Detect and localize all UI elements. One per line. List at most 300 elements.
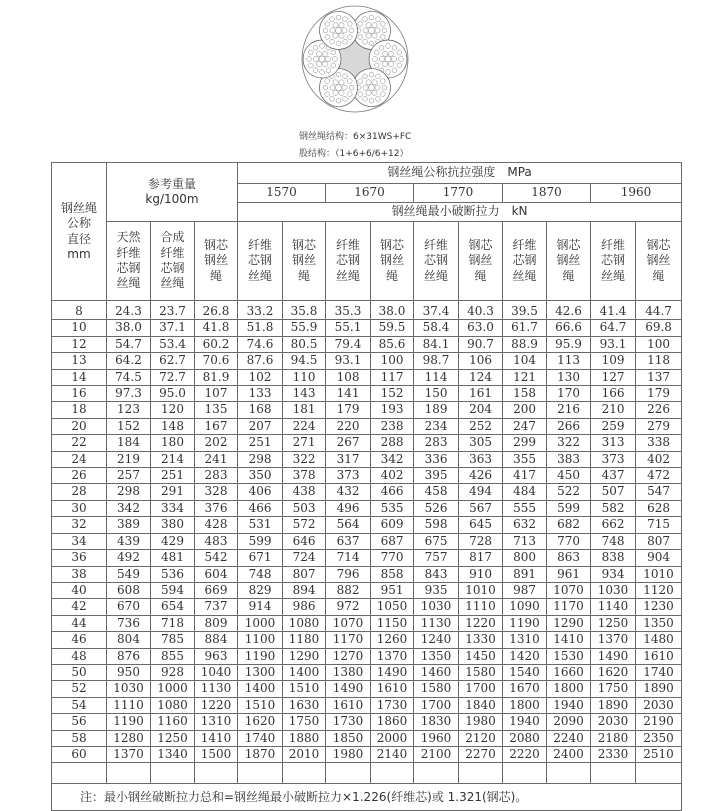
value-cell: 234 (414, 418, 459, 434)
value-cell: 1030 (107, 681, 151, 697)
value-cell: 2000 (371, 730, 414, 746)
value-cell: 1620 (591, 664, 636, 680)
diameter-cell: 44 (52, 615, 107, 631)
diameter-cell: 34 (52, 533, 107, 549)
value-cell: 168 (238, 402, 283, 418)
value-cell: 481 (151, 550, 195, 566)
value-cell: 373 (591, 451, 636, 467)
value-cell: 662 (591, 517, 636, 533)
table-row (52, 566, 682, 582)
spacer-cell (547, 763, 591, 784)
value-cell: 60.2 (195, 336, 238, 352)
value-cell: 123 (107, 402, 151, 418)
value-cell: 1370 (371, 648, 414, 664)
value-cell: 383 (547, 451, 591, 467)
value-cell: 507 (591, 484, 636, 500)
value-cell: 137 (636, 369, 682, 385)
value-cell: 180 (151, 435, 195, 451)
value-cell: 210 (591, 402, 636, 418)
value-cell: 200 (503, 402, 547, 418)
value-cell: 2180 (591, 730, 636, 746)
value-cell: 1960 (414, 730, 459, 746)
value-cell: 355 (503, 451, 547, 467)
value-cell: 342 (371, 451, 414, 467)
table-row (52, 517, 682, 533)
value-cell: 100 (636, 336, 682, 352)
value-cell: 817 (459, 550, 503, 566)
diameter-cell: 50 (52, 664, 107, 680)
value-cell: 1630 (283, 697, 326, 713)
diameter-cell: 32 (52, 517, 107, 533)
value-cell: 299 (503, 435, 547, 451)
value-cell: 484 (503, 484, 547, 500)
value-cell: 429 (151, 533, 195, 549)
diameter-cell: 36 (52, 550, 107, 566)
value-cell: 934 (591, 566, 636, 582)
value-cell: 402 (636, 451, 682, 467)
synthetic-fiber-core-header: 合成 纤维 芯钢 丝绳 (151, 222, 195, 301)
value-cell: 1490 (591, 648, 636, 664)
value-cell: 715 (636, 517, 682, 533)
spacer-cell (107, 763, 151, 784)
value-cell: 288 (371, 435, 414, 451)
value-cell: 338 (636, 435, 682, 451)
value-cell: 535 (371, 500, 414, 516)
value-cell: 1610 (371, 681, 414, 697)
diameter-cell: 12 (52, 336, 107, 352)
diameter-cell: 16 (52, 386, 107, 402)
diameter-cell: 48 (52, 648, 107, 664)
value-cell: 251 (238, 435, 283, 451)
value-cell: 342 (107, 500, 151, 516)
value-cell: 1420 (503, 648, 547, 664)
table-row (52, 648, 682, 664)
table-row (52, 386, 682, 402)
value-cell: 85.6 (371, 336, 414, 352)
table-row (52, 615, 682, 631)
value-cell: 241 (195, 451, 238, 467)
value-cell: 1190 (107, 714, 151, 730)
table-row (52, 500, 682, 516)
value-cell: 503 (283, 500, 326, 516)
value-cell: 298 (107, 484, 151, 500)
fiber-core-force-header: 纤维 芯钢 丝绳 (238, 222, 283, 301)
value-cell: 1070 (326, 615, 371, 631)
value-cell: 80.5 (283, 336, 326, 352)
value-cell: 23.7 (151, 301, 195, 320)
value-cell: 1660 (547, 664, 591, 680)
value-cell: 161 (459, 386, 503, 402)
fiber-core-force-header: 纤维 芯钢 丝绳 (503, 222, 547, 301)
value-cell: 395 (414, 468, 459, 484)
table-row (52, 484, 682, 500)
value-cell: 1460 (414, 664, 459, 680)
value-cell: 1490 (371, 664, 414, 680)
value-cell: 72.7 (151, 369, 195, 385)
value-cell: 1730 (326, 714, 371, 730)
table-row (52, 402, 682, 418)
diameter-cell: 28 (52, 484, 107, 500)
value-cell: 555 (503, 500, 547, 516)
value-cell: 1740 (238, 730, 283, 746)
value-cell: 654 (151, 599, 195, 615)
value-cell: 1980 (326, 746, 371, 762)
value-cell: 564 (326, 517, 371, 533)
value-cell: 193 (371, 402, 414, 418)
value-cell: 1370 (591, 632, 636, 648)
value-cell: 53.4 (151, 336, 195, 352)
value-cell: 599 (547, 500, 591, 516)
value-cell: 2190 (636, 714, 682, 730)
strand-structure-caption: 股结构：（1+6+6/6+12） (299, 149, 409, 159)
table-row (52, 451, 682, 467)
value-cell: 1350 (414, 648, 459, 664)
value-cell: 1840 (459, 697, 503, 713)
table-row (52, 301, 682, 320)
value-cell: 214 (151, 451, 195, 467)
wire-rope-cross-section-diagram (300, 2, 410, 117)
value-cell: 55.9 (283, 320, 326, 336)
value-cell: 376 (195, 500, 238, 516)
table-row (52, 714, 682, 730)
value-cell: 204 (459, 402, 503, 418)
value-cell: 267 (326, 435, 371, 451)
value-cell: 437 (591, 468, 636, 484)
value-cell: 38.0 (107, 320, 151, 336)
value-cell: 121 (503, 369, 547, 385)
value-cell: 492 (107, 550, 151, 566)
value-cell: 1080 (151, 697, 195, 713)
value-cell: 110 (283, 369, 326, 385)
value-cell: 1120 (636, 582, 682, 598)
spacer-cell (591, 763, 636, 784)
value-cell: 2030 (636, 697, 682, 713)
spacer-cell (326, 763, 371, 784)
value-cell: 1040 (195, 664, 238, 680)
value-cell: 1180 (283, 632, 326, 648)
value-cell: 2330 (591, 746, 636, 762)
value-cell: 2270 (459, 746, 503, 762)
value-cell: 438 (283, 484, 326, 500)
value-cell: 24.3 (107, 301, 151, 320)
value-cell: 1400 (238, 681, 283, 697)
table-row (52, 632, 682, 648)
value-cell: 266 (547, 418, 591, 434)
value-cell: 42.6 (547, 301, 591, 320)
value-cell: 402 (371, 468, 414, 484)
value-cell: 598 (414, 517, 459, 533)
value-cell: 143 (283, 386, 326, 402)
value-cell: 2220 (503, 746, 547, 762)
value-cell: 2240 (547, 730, 591, 746)
value-cell: 44.7 (636, 301, 682, 320)
value-cell: 1070 (547, 582, 591, 598)
value-cell: 609 (371, 517, 414, 533)
value-cell: 718 (151, 615, 195, 631)
fiber-core-force-header: 纤维 芯钢 丝绳 (326, 222, 371, 301)
value-cell: 2030 (591, 714, 636, 730)
table-row (52, 697, 682, 713)
value-cell: 93.1 (591, 336, 636, 352)
value-cell: 1010 (459, 582, 503, 598)
value-cell: 1730 (371, 697, 414, 713)
table-row (52, 468, 682, 484)
value-cell: 363 (459, 451, 503, 467)
value-cell: 1890 (636, 681, 682, 697)
value-cell: 748 (238, 566, 283, 582)
value-cell: 179 (326, 402, 371, 418)
value-cell: 713 (503, 533, 547, 549)
diameter-cell: 58 (52, 730, 107, 746)
value-cell: 466 (238, 500, 283, 516)
value-cell: 961 (547, 566, 591, 582)
value-cell: 41.4 (591, 301, 636, 320)
value-cell: 1290 (283, 648, 326, 664)
value-cell: 737 (195, 599, 238, 615)
value-cell: 843 (414, 566, 459, 582)
value-cell: 247 (503, 418, 547, 434)
value-cell: 95.0 (151, 386, 195, 402)
table-row (52, 336, 682, 352)
value-cell: 748 (591, 533, 636, 549)
value-cell: 1160 (151, 714, 195, 730)
value-cell: 1080 (283, 615, 326, 631)
value-cell: 317 (326, 451, 371, 467)
value-cell: 757 (414, 550, 459, 566)
value-cell: 807 (636, 533, 682, 549)
value-cell: 378 (283, 468, 326, 484)
footnote: 注：最小钢丝破断拉力总和=钢丝绳最小破断拉力×1.226(纤维芯)或 1.321(钢芯)。 (52, 784, 682, 811)
value-cell: 380 (151, 517, 195, 533)
value-cell: 891 (503, 566, 547, 582)
value-cell: 542 (195, 550, 238, 566)
value-cell: 141 (326, 386, 371, 402)
value-cell: 350 (238, 468, 283, 484)
value-cell: 104 (503, 353, 547, 369)
value-cell: 108 (326, 369, 371, 385)
grade-1770: 1770 (414, 184, 503, 203)
value-cell: 1000 (151, 681, 195, 697)
value-cell: 1700 (414, 697, 459, 713)
diameter-cell: 10 (52, 320, 107, 336)
table-row (52, 369, 682, 385)
value-cell: 33.2 (238, 301, 283, 320)
value-cell: 1010 (636, 566, 682, 582)
value-cell: 39.5 (503, 301, 547, 320)
value-cell: 406 (238, 484, 283, 500)
value-cell: 90.7 (459, 336, 503, 352)
diameter-cell: 22 (52, 435, 107, 451)
value-cell: 1350 (636, 615, 682, 631)
value-cell: 1170 (547, 599, 591, 615)
value-cell: 114 (414, 369, 459, 385)
steel-core-header: 钢芯 钢丝 绳 (195, 222, 238, 301)
table-row (52, 435, 682, 451)
value-cell: 428 (195, 517, 238, 533)
value-cell: 682 (547, 517, 591, 533)
value-cell: 170 (547, 386, 591, 402)
value-cell: 189 (414, 402, 459, 418)
value-cell: 2120 (459, 730, 503, 746)
value-cell: 1750 (591, 681, 636, 697)
value-cell: 219 (107, 451, 151, 467)
fiber-core-force-header: 纤维 芯钢 丝绳 (591, 222, 636, 301)
value-cell: 81.9 (195, 369, 238, 385)
value-cell: 1890 (591, 697, 636, 713)
value-cell: 1980 (459, 714, 503, 730)
value-cell: 628 (636, 500, 682, 516)
value-cell: 336 (414, 451, 459, 467)
value-cell: 135 (195, 402, 238, 418)
value-cell: 567 (459, 500, 503, 516)
value-cell: 291 (151, 484, 195, 500)
value-cell: 1380 (326, 664, 371, 680)
value-cell: 2010 (283, 746, 326, 762)
value-cell: 450 (547, 468, 591, 484)
diameter-cell: 42 (52, 599, 107, 615)
spacer-cell (52, 763, 107, 784)
value-cell: 257 (107, 468, 151, 484)
value-cell: 38.0 (371, 301, 414, 320)
diameter-cell: 26 (52, 468, 107, 484)
value-cell: 79.4 (326, 336, 371, 352)
value-cell: 167 (195, 418, 238, 434)
diameter-cell: 40 (52, 582, 107, 598)
value-cell: 69.8 (636, 320, 682, 336)
value-cell: 2350 (636, 730, 682, 746)
value-cell: 1580 (414, 681, 459, 697)
value-cell: 904 (636, 550, 682, 566)
value-cell: 632 (503, 517, 547, 533)
value-cell: 63.0 (459, 320, 503, 336)
value-cell: 1000 (238, 615, 283, 631)
value-cell: 252 (459, 418, 503, 434)
value-cell: 483 (195, 533, 238, 549)
value-cell: 809 (195, 615, 238, 631)
structure-caption: 钢丝绳结构：6×31WS+FC (299, 132, 412, 142)
strand-icon (320, 11, 358, 49)
value-cell: 1530 (547, 648, 591, 664)
value-cell: 1580 (459, 664, 503, 680)
value-cell: 439 (107, 533, 151, 549)
value-cell: 882 (326, 582, 371, 598)
value-cell: 910 (459, 566, 503, 582)
value-cell: 1280 (107, 730, 151, 746)
value-cell: 202 (195, 435, 238, 451)
value-cell: 1490 (326, 681, 371, 697)
value-cell: 1220 (459, 615, 503, 631)
value-cell: 100 (371, 353, 414, 369)
value-cell: 271 (283, 435, 326, 451)
value-cell: 328 (195, 484, 238, 500)
value-cell: 127 (591, 369, 636, 385)
spacer-cell (238, 763, 283, 784)
value-cell: 2140 (371, 746, 414, 762)
value-cell: 526 (414, 500, 459, 516)
value-cell: 458 (414, 484, 459, 500)
diameter-cell: 13 (52, 353, 107, 369)
value-cell: 884 (195, 632, 238, 648)
value-cell: 322 (547, 435, 591, 451)
value-cell: 35.3 (326, 301, 371, 320)
value-cell: 207 (238, 418, 283, 434)
value-cell: 1940 (547, 697, 591, 713)
value-cell: 2100 (414, 746, 459, 762)
value-cell: 373 (326, 468, 371, 484)
value-cell: 1610 (326, 697, 371, 713)
value-cell: 1880 (283, 730, 326, 746)
value-cell: 133 (238, 386, 283, 402)
value-cell: 1030 (414, 599, 459, 615)
value-cell: 120 (151, 402, 195, 418)
value-cell: 238 (371, 418, 414, 434)
value-cell: 184 (107, 435, 151, 451)
value-cell: 669 (195, 582, 238, 598)
table-row (52, 418, 682, 434)
table-row (52, 320, 682, 336)
value-cell: 1400 (283, 664, 326, 680)
value-cell: 838 (591, 550, 636, 566)
value-cell: 736 (107, 615, 151, 631)
value-cell: 283 (195, 468, 238, 484)
value-cell: 2090 (547, 714, 591, 730)
value-cell: 950 (107, 664, 151, 680)
value-cell: 64.2 (107, 353, 151, 369)
value-cell: 59.5 (371, 320, 414, 336)
steel-core-force-header: 钢芯 钢丝 绳 (459, 222, 503, 301)
value-cell: 1830 (414, 714, 459, 730)
diameter-cell: 14 (52, 369, 107, 385)
value-cell: 1370 (107, 746, 151, 762)
value-cell: 536 (151, 566, 195, 582)
value-cell: 66.6 (547, 320, 591, 336)
value-cell: 472 (636, 468, 682, 484)
value-cell: 37.1 (151, 320, 195, 336)
value-cell: 1190 (238, 648, 283, 664)
value-cell: 1870 (238, 746, 283, 762)
value-cell: 770 (371, 550, 414, 566)
steel-core-force-header: 钢芯 钢丝 绳 (636, 222, 682, 301)
diameter-cell: 54 (52, 697, 107, 713)
grade-1960: 1960 (591, 184, 682, 203)
diameter-cell: 60 (52, 746, 107, 762)
steel-core-force-header: 钢芯 钢丝 绳 (547, 222, 591, 301)
diameter-cell: 52 (52, 681, 107, 697)
value-cell: 1510 (283, 681, 326, 697)
value-cell: 951 (371, 582, 414, 598)
value-cell: 2400 (547, 746, 591, 762)
value-cell: 972 (326, 599, 371, 615)
value-cell: 494 (459, 484, 503, 500)
diameter-cell: 24 (52, 451, 107, 467)
value-cell: 800 (503, 550, 547, 566)
diameter-cell: 8 (52, 301, 107, 320)
wire-rope-spec-table (51, 162, 682, 811)
value-cell: 334 (151, 500, 195, 516)
value-cell: 1050 (371, 599, 414, 615)
value-cell: 531 (238, 517, 283, 533)
value-cell: 84.1 (414, 336, 459, 352)
value-cell: 770 (547, 533, 591, 549)
value-cell: 54.7 (107, 336, 151, 352)
value-cell: 152 (371, 386, 414, 402)
value-cell: 986 (283, 599, 326, 615)
value-cell: 1220 (195, 697, 238, 713)
value-cell: 928 (151, 664, 195, 680)
value-cell: 670 (107, 599, 151, 615)
value-cell: 724 (283, 550, 326, 566)
table-row (52, 582, 682, 598)
